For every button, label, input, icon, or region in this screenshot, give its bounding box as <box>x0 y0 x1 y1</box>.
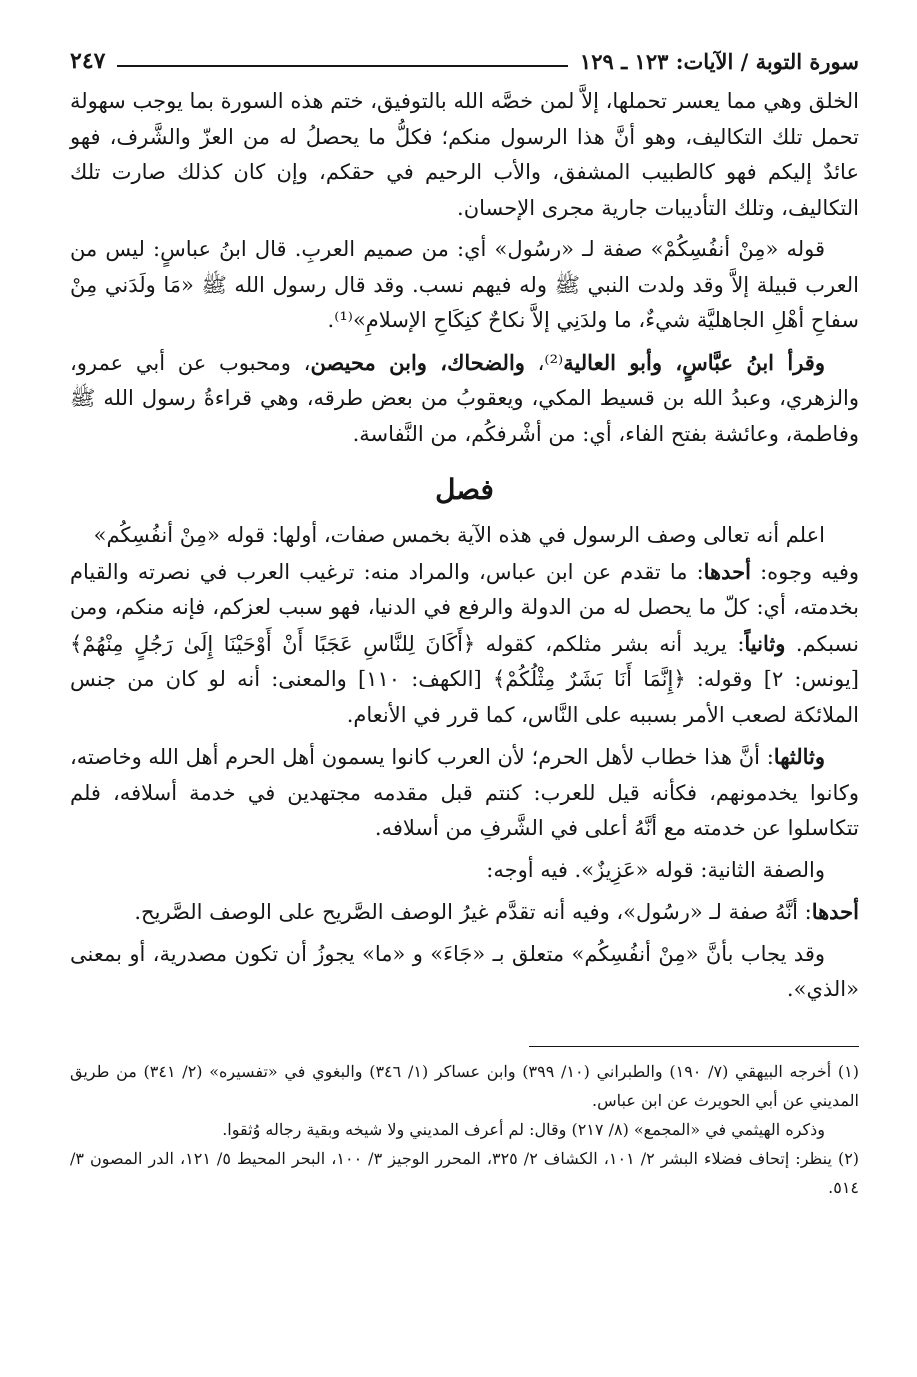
paragraph-aziz-first <box>70 894 859 931</box>
page-number: ٢٤٧ <box>70 48 106 74</box>
paragraph-answer: وقد يجاب بأنَّ «مِنْ أنفُسِكُم» متعلق بـ «جَاءَ» و «ما» يجوزُ أن تكون مصدرية، أو بمعنى «الذي». <box>70 941 859 1001</box>
paragraph-continuation: الخلق وهي مما يعسر تحملها، إلاَّ لمن خصَّه الله بالتوفيق، ختم هذه السورة بما يوجب سهولة تحمل تلك التكاليف، وهو أنَّ هذا الرسول منكم؛ فكلُّ ما يحصلُ له من العزّ والشَّرف، فهو عائدٌ إليكم فهو كالطبيب المشفق، والأب الرحيم في حقكم، وإن كان كذلك صارت تلك التكاليف، وتلك التأديبات جارية مجرى الإحسان. <box>70 89 859 220</box>
main-text <box>70 84 859 1008</box>
paragraph-min-anfusikum: قوله «مِنْ أنفُسِكُمْ» صفة لـ «رسُول» أي: من صميم العربِ. قال ابنُ عباسٍ: ليس من العرب قبيلة إلاَّ وقد ولدت النبي ﷺ وله فيهم نسب. وقد قال رسول الله ﷺ «مَا ولَدَني مِنْ سفاحِ أهْلِ الجاهليَّة شيءٌ، ما ولدَنِي إلاَّ نكاحٌ كنِكَاحِ الإسلامِ»⁽¹⁾. <box>70 237 859 332</box>
paragraph-third <box>70 739 859 847</box>
footnote-ref-2: ⁽²⁾ <box>544 350 564 375</box>
footnote-1-note: وذكره الهيثمي في «المجمع» (٨/ ٢١٧) وقال: لم أعرف المديني ولا شيخه وبقية رجاله وُثقوا. <box>222 1119 825 1139</box>
page-header <box>70 34 859 74</box>
readers-bold-b: والضحاك، وابن محيصن <box>310 349 525 375</box>
bold-thaniyan: وثانياً <box>744 630 786 656</box>
paragraph-qiraat <box>70 345 859 453</box>
bold-ahaduha-2: أحدها <box>811 899 859 924</box>
text-run: : أنَّ هذا خطاب لأهل الحرم؛ لأن العرب كانوا يسمون أهل الحرم أهل الله وخاصته، وكانوا يخدمونهم، فكأنه قيل للعرب: كنتم قبل مقدمه مجتهدين في خدمة أسلافه، فلم تتكاسلوا عن خدمته مع أنَّهُ أعلى في الشَّرفِ من أسلافه. <box>70 745 859 840</box>
bold-ahaduha: أحدها <box>703 558 751 584</box>
footnotes <box>70 1057 859 1202</box>
text-run: : ما تقدم عن ابن عباس، والمراد منه: ترغيب العرب في نصرته والقيام بخدمته، أي: كلّ ما يحصل له من الدولة والرفع في الدنيا، فهو سبب لعزكم، فإنه منكم، ومن نسبكم. <box>70 559 859 656</box>
paragraph-five-attributes: اعلم أنه تعالى وصف الرسول في هذه الآية بخمس صفات، أولها: قوله «مِنْ أنفُسِكُم» <box>93 523 825 547</box>
qiraat-rest: ، ومحبوب عن أبي عمرو، والزهري، وعبدُ الله بن قسيط المكي، ويعقوبُ من بعض طرقه، وهي قراءةُ رسول الله ﷺ وفاطمة، وعائشة بفتح الفاء، أي: من أشْرفكُم، من النَّفاسة. <box>70 350 859 446</box>
separator: ، <box>524 350 545 375</box>
header-rule <box>117 65 567 67</box>
paragraph-first-second <box>70 554 859 734</box>
running-title: سورة التوبة / الآيات: ١٢٣ ـ ١٢٩ <box>579 49 859 74</box>
footnote-1: (١) أخرجه البيهقي (٧/ ١٩٠) والطبراني (١٠/ ٣٩٩) وابن عساكر (١/ ٣٤٦) والبغوي في «تفسيره» (٢/ ٣٤١) من طريق المديني عن أبي الحويرث عن ابن عباس. <box>70 1061 859 1110</box>
footnote-separator <box>529 1046 859 1047</box>
text-run: : أنَّهُ صفة لـ «رسُول»، وفيه أنه تقدَّم غيرُ الوصف الصَّريح على الوصف الصَّريح. <box>134 900 812 924</box>
paragraph-second-attribute: والصفة الثانية: قوله «عَزِيزٌ». فيه أوجه: <box>486 857 825 882</box>
readers-bold-a: وقرأ ابنُ عبَّاسٍ، وأبو العالية <box>563 349 825 375</box>
section-heading: فصل <box>435 473 494 506</box>
text-run: وفيه وجوه: <box>750 559 860 584</box>
bold-thalithuha: وثالثها <box>773 744 825 769</box>
footnote-2: (٢) ينظر: إتحاف فضلاء البشر ٢/ ١٠١، الكشاف ٢/ ٣٢٥، المحرر الوجيز ٣/ ١٠٠، البحر المحيط ٥/ ١٢١، الدر المصون ٣/ ٥١٤. <box>70 1148 860 1197</box>
text-run: : يريد أنه بشر مثلكم، كقوله ﴿أَكَانَ لِلنَّاسِ عَجَبًا أَنْ أَوْحَيْنَا إِلَىٰ رَجُلٍ مِنْهُمْ﴾ [يونس: ٢] وقوله: ﴿إِنَّمَا أَنَا بَشَرٌ مِثْلُكُمْ﴾ [الكهف: ١١٠] والمعنى: أنه لو كان من جنس الملائكة لصعب الأمر بسببه على النَّاس، كما قرر في الأنعام. <box>70 631 859 727</box>
